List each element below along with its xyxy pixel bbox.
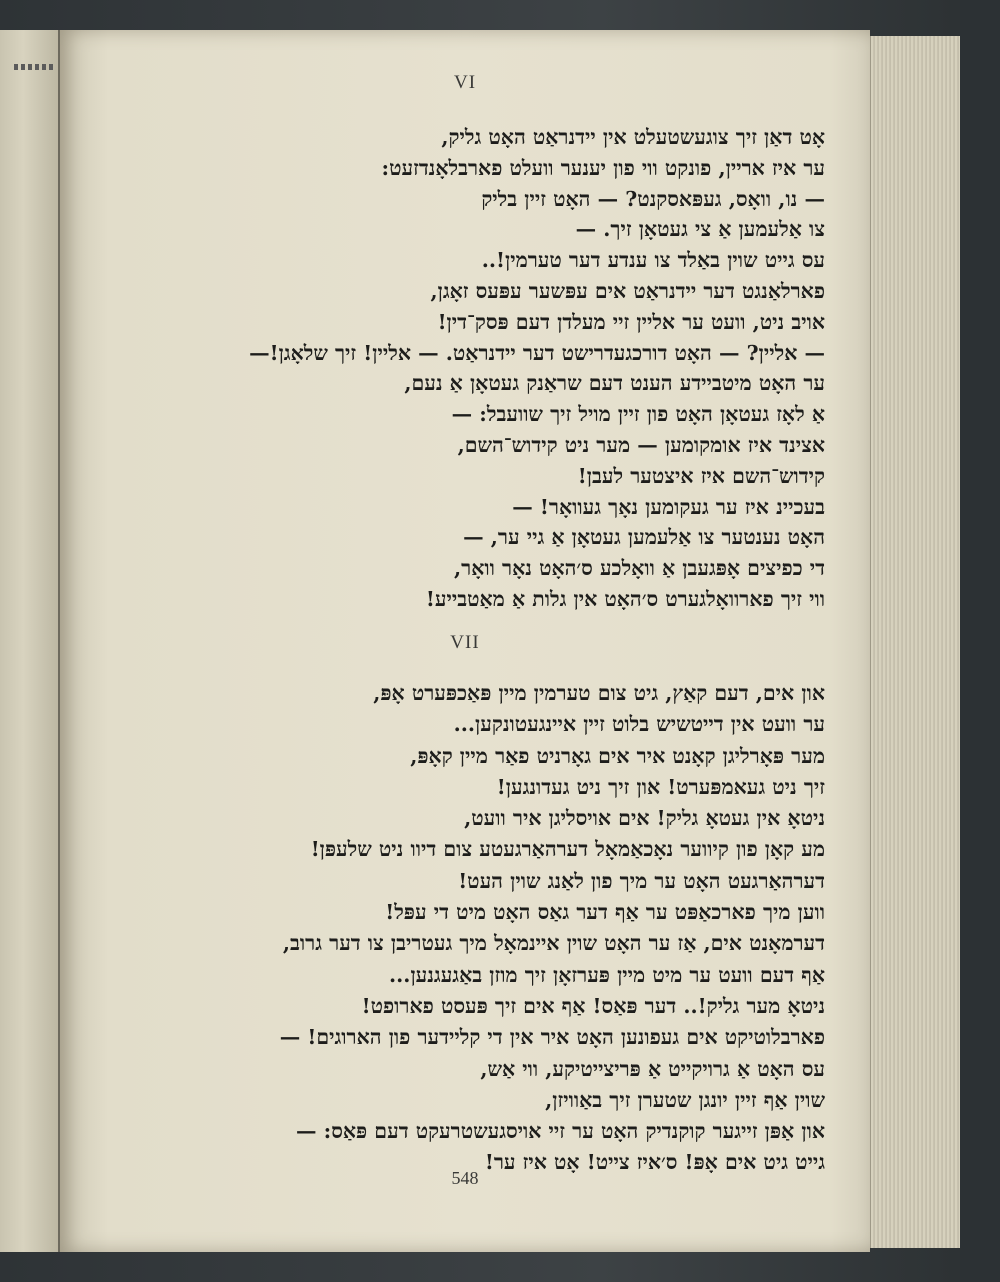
poem-line: זיך ניט געאמפּערט! און זיך ניט געדונגען! <box>496 774 825 799</box>
poem-line: פארלאַנגט דער יידנראַט אים עפּשער עפּעס זאָגן, <box>430 278 825 303</box>
poem-section-vii <box>280 678 825 1179</box>
poem-line: אָט דאַן זיך צוגעשטעלט אין יידנראַט האָט גליק, <box>441 125 825 149</box>
page-stack-edge <box>870 36 961 1248</box>
poem-line: ניטאָ אין געטאָ גליק! אים אויסליגן איר וועט, <box>464 806 825 831</box>
left-page-edge <box>0 30 60 1252</box>
poem-line: בעכיינ איז ער געקומען נאָך געוואָר! — <box>512 494 825 519</box>
cover-edge <box>960 0 1000 1282</box>
poem-line: — אליין? — האָט דורכגעדרישט דער יידנראַט. — אליין! זיך שלאָגן!— <box>249 340 825 365</box>
section-heading-vi: VI <box>453 72 477 93</box>
poem-line: ער האָט מיטביידע הענט דעם שראַנק געטאָן אַ נעם, <box>404 371 825 396</box>
poem-line: עס גייט שוין באַלד צו ענדע דער טערמין!.. <box>481 248 825 273</box>
poem-line: מער פּאָרליגן קאָנט איר אים גאָרניט פאַר מיין קאָפּ, <box>410 743 825 768</box>
poem-line: — נו, וואָס, געפּאסקנט? — האָט זיין בליק <box>481 186 825 211</box>
poem-line: אצינד איז אומקומען — מער ניט קידוש־השם, <box>457 432 825 457</box>
poem-line: אַף דעם וועט ער מיט מיין פּערזאָן זיך מוזן באַגעגנען... <box>389 962 825 987</box>
poem-line: קידוש־השם איז איצטער לעבן! <box>577 463 825 488</box>
poem-line: ער איז אריין, פונקט ווי פון יענער וועלט פארבלאָנדזעט: <box>381 155 825 180</box>
poem-line: אויב ניט, וועט ער אליין זיי מעלדן דעם פּסק־דין! <box>437 309 825 334</box>
poem-line: דערמאָנט אים, אַז ער האָט שוין איינמאָל מיך געטריבן צו דער גרוב, <box>282 931 825 956</box>
poem-line: ער וועט אין דייטשיש בלוט זיין איינגעטונקען... <box>453 712 825 737</box>
poem-line: אַ לאָז געטאָן האָט פון זיין מויל זיך שוועבל: — <box>451 402 825 427</box>
poem-line: האָט נענטער צו אַלעמען געטאָן אַ גיי ער, — <box>463 525 825 550</box>
poem-line: גייט גיט אים אָפּ! ס׳איז צייט! אָט איז ער! <box>484 1150 825 1175</box>
poem-line: מע קאָן פון קיווער נאָכאַמאָל דערהאַרגעטע צום דיוו ניט שלעפּן! <box>310 837 825 862</box>
poem-section-vi <box>249 122 825 615</box>
poem-line: ווען מיך פארכאַפּט ער אַף דער גאַס האָט מיט די עפּל! <box>385 900 825 925</box>
poem-line: ניטאָ מער גליק!.. דער פּאַס! אַף אים זיך פּעסט פארופט! <box>361 993 825 1018</box>
page-number: 548 <box>451 1168 479 1188</box>
poem-line: און אַפּן זייגער קוקנדיק האָט ער זיי אויסגעשטרעקט דעם פּאַס: — <box>295 1119 825 1144</box>
poem-line: און אים, דעם קאַץ, גיט צום טערמין מיין פּאַכפּערט אָפּ, <box>373 681 825 705</box>
poem-line: פארבלוטיקט אים געפונען האָט איר אין די קליידער פון הארוגים! — <box>279 1025 825 1050</box>
poem-line: עס האָט אַ גרויקייט אַ פּריצייטיקע, ווי אַש, <box>480 1056 825 1081</box>
section-heading-vii: VII <box>450 632 480 653</box>
poem-line: שוין אַף זיין יונגן שטערן זיך באַוויזן, <box>545 1087 825 1112</box>
ink-mark <box>14 64 54 70</box>
poem-line: דערהאַרגעט האָט ער מיך פון לאַנג שוין העט! <box>458 868 825 893</box>
poem-line: צו אַלעמען אַ צי געטאָן זיך. — <box>575 217 825 242</box>
poem-line: די כפיצים אָפּגעבן אַ וואָלכע ס׳האָט נאָר וואָר, <box>454 556 825 581</box>
poem-line: ווי זיך פארוואָלגערט ס׳האָט אין גלות אַ מאַטבייע! <box>425 586 825 611</box>
